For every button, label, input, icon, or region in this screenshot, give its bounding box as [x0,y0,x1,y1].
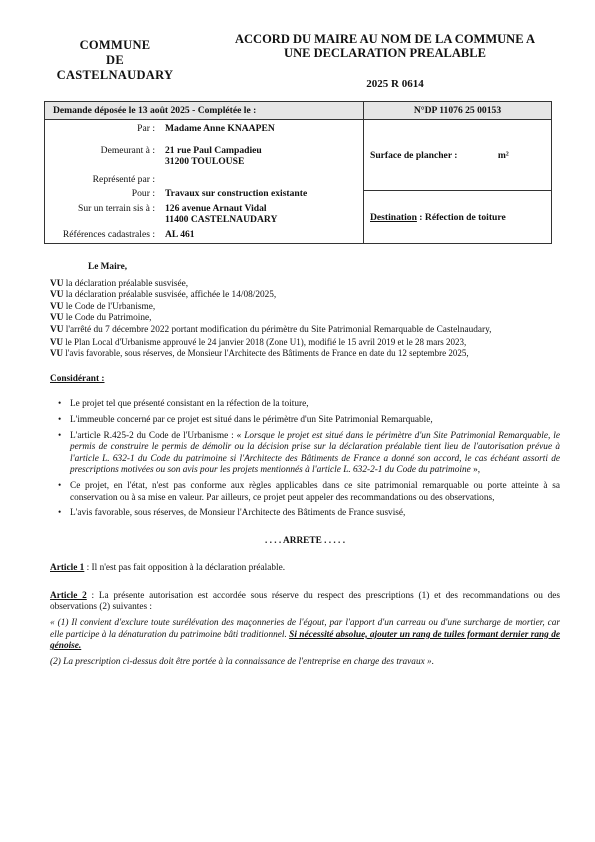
vu-text: le Code de l'Urbanisme, [63,301,156,312]
vu-item [50,337,560,349]
commune-line2: DE [106,53,124,67]
considerant-heading: Considérant : [50,373,105,384]
article-2-label: Article 2 [50,590,87,601]
row-represente [45,174,363,186]
request-date-cell: Demande déposée le 13 août 2025 - Complétée le : [45,102,364,120]
cons3-end: », [470,465,481,476]
le-maire: Le Maire, [88,262,128,272]
row-par [45,123,363,135]
cons3-quote: Lorsque le projet est situé dans le périmètre d'un Site Patrimonial Remarquable, le permis de construire le permis de démolir ou la décision prise sur la déclaration préalable tient lieu de l'autorisation prévue à l'article L. 632-1 du Code du patrimoine si l'Architecte des Bâtiments de France a donné son accord, le cas échéant assorti de prescriptions motivées ou son avis pour les projets mentionnés à l'article L. 632-2-1 du Code du patrimoine [70,430,560,476]
value-city: 31200 TOULOUSE [165,156,245,167]
commune-line3: CASTELNAUDARY [56,68,174,82]
value-terrain: 126 avenue Arnaut Vidal [165,202,267,214]
vu-item [50,279,560,291]
vu-prefix: VU [50,301,64,312]
surface-cell [364,120,552,191]
row-terrain-city [45,214,363,226]
vu-prefix: VU [50,348,63,359]
row-pour [45,188,363,200]
value-par: Madame Anne KNAAPEN [165,123,275,134]
list-item: • L'avis favorable, sous réserves, de Monsieur l'Architecte des Bâtiments de France susvisé, [50,508,560,520]
vu-text: le Plan Local d'Urbanisme approuvé le 24 janvier 2018 (Zone U1), modifié le 15 avril 2019 et le 28 mars 2023, [63,336,467,347]
arrete-heading: . . . . ARRETE . . . . . [264,535,346,546]
value-demeurant: 21 rue Paul Campadieu [165,144,262,156]
label-terrain: Sur un terrain sis à : [77,202,155,214]
title-line1: ACCORD DU MAIRE AU NOM DE LA COMMUNE A [235,32,535,46]
document-title [215,32,555,60]
prescription-1-bold: Si nécessité absolue, ajouter un rang de tuiles formant dernier rang de génoise. [50,629,560,652]
request-info-table [44,101,552,244]
list-item [50,431,560,477]
vu-text: la déclaration préalable susvisée, [63,278,189,289]
prescription-1-text: « (1) Il convient d'exclure toute surélévation des maçonneries de l'égout, par l'apport d'un carreau ou d'une surcharge de mortier, car elle participe à la dénaturation du patrimoine bâti traditionnel. [50,618,560,640]
row-city [45,156,363,168]
prescription-1 [50,618,560,653]
vu-text: l'arrêté du 7 décembre 2022 portant modification du périmètre du Site Patrimonial Remarquable de Castelnaudary, [63,324,492,335]
vu-item [50,325,560,337]
decision-body [50,262,560,668]
value-pour: Travaux sur construction existante [165,188,308,199]
vu-item [50,290,560,302]
title-line2: UNE DECLARATION PREALABLE [284,46,486,60]
list-item: • L'immeuble concerné par ce projet est situé dans le périmètre d'un Site Patrimonial Remarquable, [50,415,560,427]
vu-item [50,302,560,314]
considerant-list [50,399,560,519]
article-1-text: : Il n'est pas fait opposition à la déclaration préalable. [84,563,286,574]
vu-prefix: VU [50,278,64,289]
vu-prefix: VU [50,290,64,301]
value-terrain-city: 11400 CASTELNAUDARY [165,214,278,225]
article-1 [50,563,560,575]
label-par: Par : [137,123,155,134]
destination-cell [364,191,552,244]
vu-item [50,348,560,360]
cons3-intro: L'article R.425-2 du Code de l'Urbanisme : « [70,430,245,441]
table-header-row [45,102,552,120]
applicant-cell [45,120,364,244]
surface-unit: m² [497,149,509,161]
label-cadastre: Références cadastrales : [62,228,155,240]
value-cadastre: AL 461 [165,228,195,240]
prescription-2: (2) La prescription ci-dessus doit être portée à la connaissance de l'entreprise en charge des travaux ». [50,656,435,667]
vu-prefix: VU [50,336,63,347]
commune-line1: COMMUNE [79,38,151,52]
dp-number-cell: N°DP 11076 25 00153 [364,102,552,120]
list-item: • Ce projet, en l'état, n'est pas conforme aux règles applicables dans ce site patrimonial remarquable ou porte atteinte à sa conservation ou à sa mise en valeur. Par ailleurs, ce projet peut appeler des recommandations ou des observations, [50,481,560,504]
surface-label: Surface de plancher : [370,149,458,161]
destination-label: Destination [370,211,417,223]
label-pour: Pour : [131,188,155,199]
article-2 [50,591,560,614]
article-1-label: Article 1 [50,563,85,574]
commune-block [45,38,185,83]
destination-value: : Réfection de toiture [416,211,506,223]
list-item: • Le projet tel que présenté consistant en la réfection de la toiture, [50,399,560,411]
vu-item [50,313,560,325]
vu-text: l'avis favorable, sous réserves, de Monsieur l'Architecte des Bâtiments de France en date du 12 septembre 2025, [63,348,469,359]
vu-text: le Code du Patrimoine, [63,313,152,324]
row-cadastre [45,229,363,241]
label-represente: Représenté par : [92,173,155,185]
label-city [45,156,165,168]
article-2-text: : La présente autorisation est accordée sous réserve du respect des prescriptions (1) et des recommandations ou des observations (2) suivantes : [50,590,561,613]
vu-text: la déclaration préalable susvisée, affichée le 14/08/2025, [63,290,277,301]
label-demeurant: Demeurant à : [100,144,155,156]
row-demeurant [45,145,363,157]
vu-prefix: VU [50,324,64,335]
row-terrain [45,203,363,215]
reference-number: 2025 R 0614 [366,78,424,90]
vu-prefix: VU [50,313,64,324]
label-terrain-city [45,214,165,226]
vu-list [50,279,560,360]
